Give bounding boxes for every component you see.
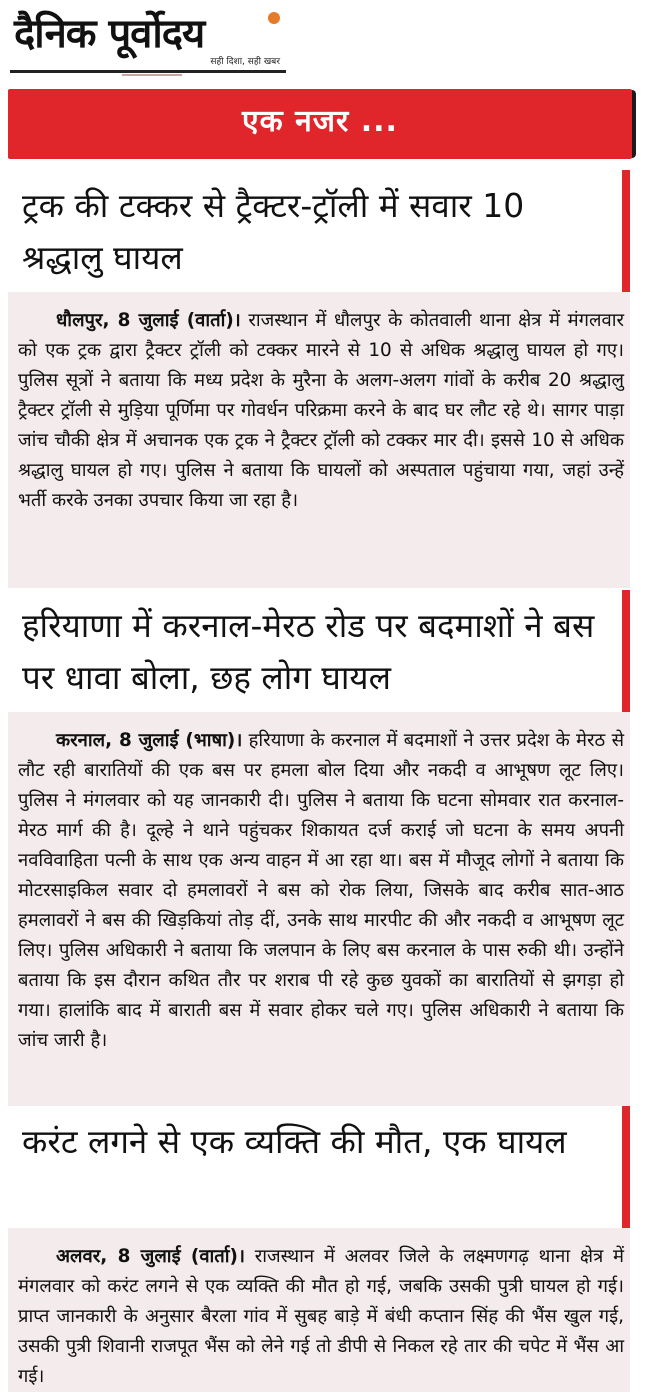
story-1-text [18, 306, 624, 516]
story-1-headline: ट्रक की टक्कर से ट्रैक्टर-ट्रॉली में सवार 10 श्रद्धालु घायल [22, 186, 525, 277]
story-3-red-bar [622, 1106, 630, 1228]
story-2-dateline: करनाल, 8 जुलाई (भाषा)। [56, 730, 243, 751]
story-2-header [8, 590, 630, 712]
story-3-text [18, 1242, 624, 1392]
story-1-paragraph: राजस्थान में धौलपुर के कोतवाली थाना क्षेत्र में मंगलवार को एक ट्रक द्वारा ट्रैक्टर ट्रॉली को टक्कर मारने से 10 से अधिक श्रद्धालु घायल हो गए। पुलिस सूत्रों ने बताया कि मध्य प्रदेश के मुरैना के अलग-अलग गांवों के करीब 20 श्रद्धालु ट्रैक्टर ट्रॉली से मुड़िया पूर्णिमा पर गोवर्धन परिक्रमा करने के बाद घर लौट रहे थे। सागर पाड़ा जांच चौकी क्षेत्र में अचानक एक ट्रक ने ट्रैक्टर ट्रॉली को टक्कर मार दी। इससे 10 से अधिक श्रद्धालु घायल हो गए। पुलिस ने बताया कि घायलों को अस्पताल पहुंचाया गया, जहां उन्हें भर्ती करके उनका उपचार किया जा रहा है। [18, 310, 624, 511]
story-2-paragraph: हरियाणा के करनाल में बदमाशों ने उत्तर प्रदेश के मेरठ से लौट रही बारातियों की एक बस पर हमला बोल दिया और नकदी व आभूषण लूट लिए। पुलिस ने मंगलवार को यह जानकारी दी। पुलिस ने बताया कि घटना सोमवार रात करनाल-मेरठ मार्ग की है। दूल्हे ने थाने पहुंचकर शिकायत दर्ज कराई जो घटना के समय अपनी नवविवाहिता पत्नी के साथ एक अन्य वाहन में आ रहा था। बस में मौजूद लोगों ने बताया कि मोटरसाइकिल सवार दो हमलावरों ने बस को रोक लिया, जिसके बाद करीब सात-आठ हमलावरों ने बस की खिड़कियां तोड़ दीं, उनके साथ मारपीट की और नकदी व आभूषण लूट लिए। पुलिस अधिकारी ने बताया कि जलपान के लिए बस करनाल के पास रुकी थी। उन्होंने बताया कि इस दौरान कथित तौर पर शराब पी रहे कुछ युवकों का बारातियों से झगड़ा हो गया। हालांकि बाद में बाराती बस में सवार होकर चले गए। पुलिस अधिकारी ने बताया कि जांच जारी है। [18, 730, 625, 1051]
logo-dot-icon [268, 12, 280, 24]
story-1-header [8, 170, 630, 292]
story-2-headline: हरियाणा में करनाल-मेरठ रोड पर बदमाशों ने बस पर धावा बोला, छह लोग घायल [22, 606, 595, 697]
section-banner [8, 89, 632, 159]
story-1-body [8, 292, 630, 588]
story-1-dateline: धौलपुर, 8 जुलाई (वार्ता)। [56, 310, 241, 331]
story-3-paragraph: राजस्थान में अलवर जिले के लक्ष्मणगढ़ थाना क्षेत्र में मंगलवार को करंट लगने से एक व्यक्ति की मौत हो गई, जबकि उसकी पुत्री घायल हो गई। प्राप्त जानकारी के अनुसार बैरला गांव में सुबह बाड़े में बंधी कप्तान सिंह की भैंस खुल गई, उसकी पुत्री शिवानी राजपूत भैंस को लेने गई तो डीपी से निकल रहे तार की चपेट में भैंस आ गई। [18, 1246, 624, 1387]
story-2-body [8, 712, 630, 1108]
story-1-red-bar [622, 170, 630, 292]
newspaper-logo: दैनिक पूर्वोदय [14, 11, 205, 57]
banner-title: एक नजर ... [242, 104, 398, 139]
story-3-headline: करंट लगने से एक व्यक्ति की मौत, एक घायल [22, 1122, 567, 1161]
masthead-rule [10, 70, 286, 73]
story-3-body [8, 1228, 630, 1392]
story-2-text [18, 726, 624, 1056]
story-2-red-bar [622, 590, 630, 712]
masthead [10, 4, 288, 74]
story-3-header [8, 1106, 630, 1228]
masthead-sub-rule [122, 74, 182, 76]
story-3-dateline: अलवर, 8 जुलाई (वार्ता)। [56, 1246, 245, 1267]
masthead-tagline: सही दिशा, सही खबर [210, 57, 280, 67]
